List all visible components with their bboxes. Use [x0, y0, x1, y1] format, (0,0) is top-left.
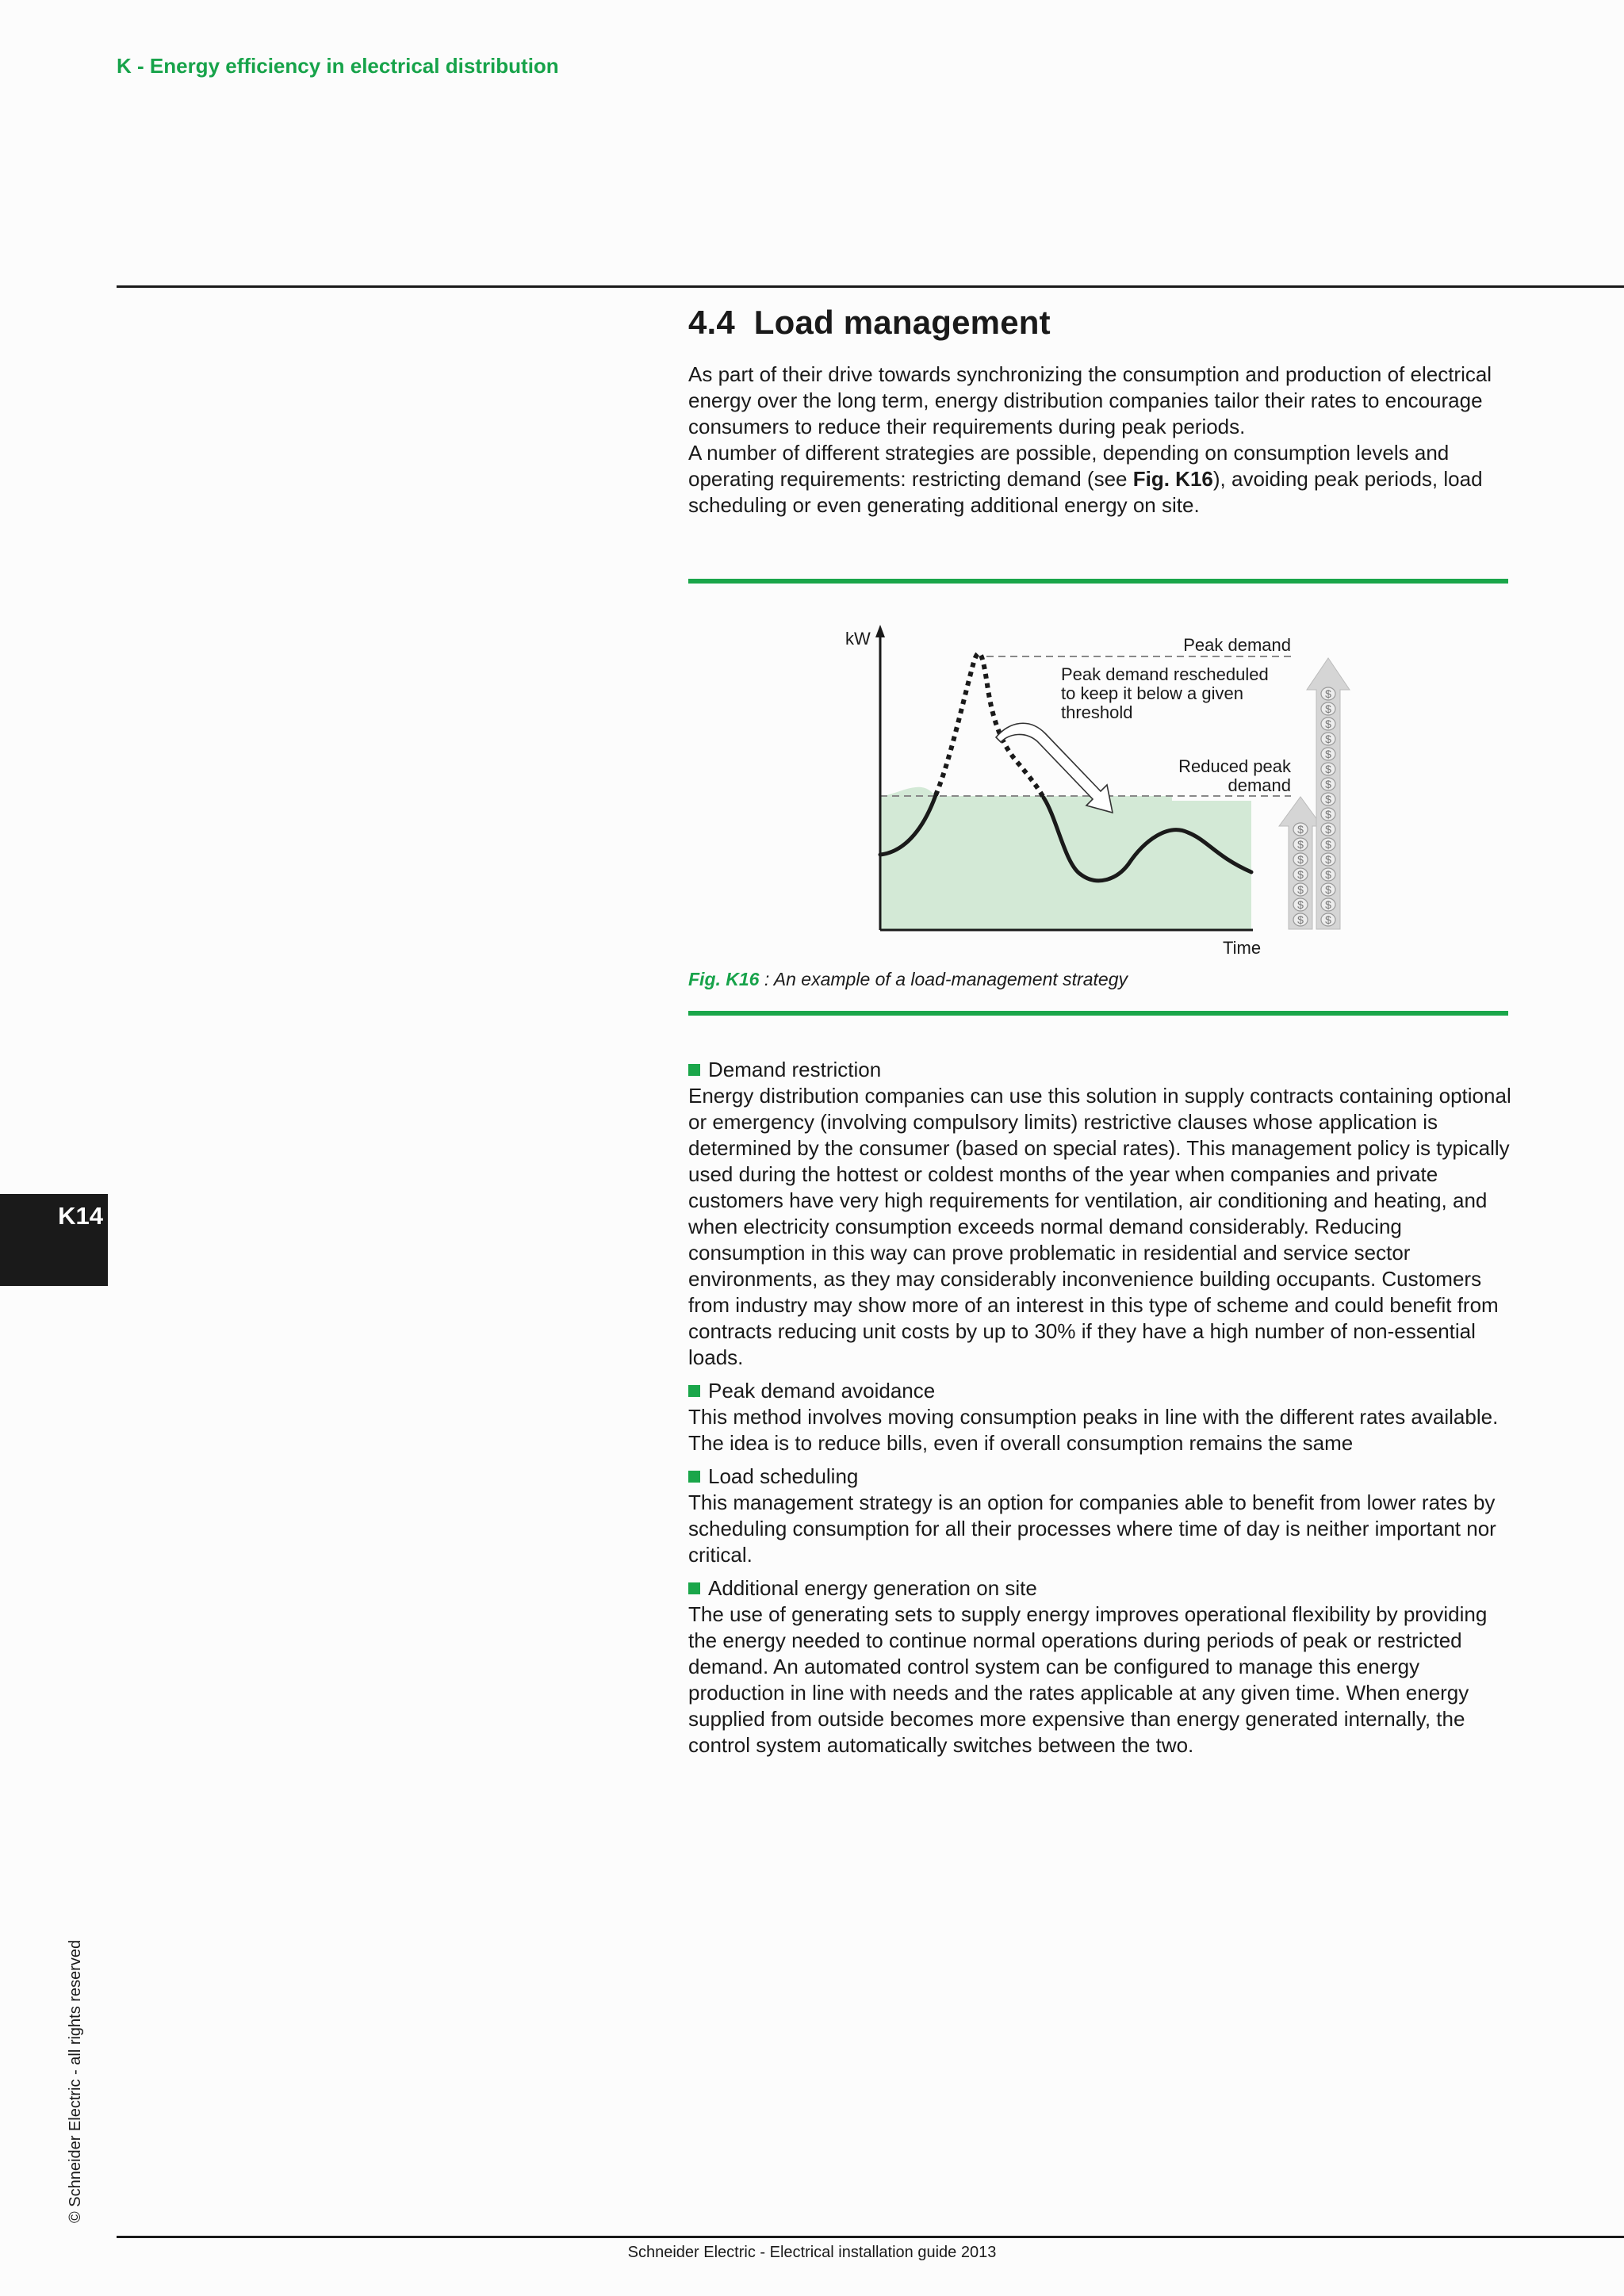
section-title-text: Load management: [753, 304, 1051, 341]
coin-symbol: $: [1325, 778, 1331, 790]
coin-symbol: $: [1297, 868, 1304, 881]
item-body: Energy distribution companies can use this solution in supply contracts containing optional or emergency (involving compulsory limits) restrictive clauses whose application is determined by the consumer (based on special rates). This management policy is typically used during the hottest or coldest months of the year when companies and private customers have very high requirements for ventilation, air conditioning and heating, and when electricity consumption exceeds normal demand considerably. Reducing consumption in this way can prove problematic in residential and service sector environments, as they may considerably inconvenience building occupants. Customers from industry may show more of an interest in this type of scheme and could benefit from contracts reducing unit costs by up to 30% if they have a high number of non-essential loads.: [688, 1084, 1511, 1369]
intro-text: [688, 362, 1513, 519]
figure-reference: Fig. K16: [1132, 467, 1213, 491]
item-heading: Additional energy generation on site: [708, 1576, 1037, 1600]
list-item: [688, 1057, 1513, 1371]
rescheduled-label-line2: to keep it below a given: [1061, 683, 1243, 703]
coin-symbol: $: [1325, 913, 1331, 926]
item-body: This management strategy is an option for companies able to benefit from lower rates by scheduling consumption for all their processes where time of day is neither important nor critical.: [688, 1490, 1496, 1567]
bullet-square-icon: [688, 1471, 700, 1483]
list-item: [688, 1575, 1513, 1758]
top-rule: [117, 285, 1624, 288]
page-tab: [0, 1194, 108, 1286]
item-body: The use of generating sets to supply energy improves operational flexibility by providing the energy needed to continue normal operations during periods of peak or restricted demand. An automated control system can be configured to manage this energy production in line with needs and the rates applicable at any given time. When energy supplied from outside becomes more expensive than energy generated internally, the control system automatically switches between the two.: [688, 1602, 1488, 1757]
coin-symbol: $: [1297, 898, 1304, 911]
list-item: [688, 1464, 1513, 1568]
coin-symbol: $: [1325, 687, 1331, 700]
load-management-figure: [688, 603, 1508, 983]
intro-paragraph-1: As part of their drive towards synchronizing the consumption and production of electrical energy over the long term, energy distribution companies tailor their rates to encourage consumers to reduce their requirements during peak periods.: [688, 362, 1492, 438]
figure-bottom-rule: [688, 1011, 1508, 1016]
coin-symbol: $: [1325, 808, 1331, 821]
y-axis-arrow: [875, 625, 885, 637]
figure-caption: [688, 969, 1128, 990]
y-axis-label: kW: [845, 629, 871, 649]
chapter-title: K - Energy efficiency in electrical distribution: [117, 54, 559, 78]
coin-symbol: $: [1297, 823, 1304, 836]
strategy-list: [688, 1057, 1513, 1766]
coin-symbol: $: [1325, 763, 1331, 775]
coin-symbol: $: [1325, 883, 1331, 896]
list-item: [688, 1378, 1513, 1456]
section-number: 4.4: [688, 304, 735, 341]
coin-symbol: $: [1325, 793, 1331, 806]
copyright-text: © Schneider Electric - all rights reserved: [67, 1939, 84, 2223]
bullet-square-icon: [688, 1385, 700, 1397]
peak-demand-label: Peak demand: [1183, 635, 1291, 655]
section-title: [688, 304, 1513, 342]
coin-symbol: $: [1297, 913, 1304, 926]
coin-symbol: $: [1325, 748, 1331, 760]
item-heading: Load scheduling: [708, 1464, 859, 1488]
rescheduled-label-line3: threshold: [1061, 702, 1133, 722]
coin-symbol: $: [1325, 823, 1331, 836]
coin-symbol: $: [1325, 718, 1331, 730]
footer-text: Schneider Electric - Electrical installation guide 2013: [627, 2244, 997, 2261]
coin-symbol: $: [1297, 838, 1304, 851]
reduced-label-line1: Reduced peak: [1178, 756, 1291, 776]
figure-svg: [688, 603, 1508, 983]
bullet-square-icon: [688, 1064, 700, 1076]
item-heading: Peak demand avoidance: [708, 1379, 936, 1402]
reduced-label-line2: demand: [1228, 775, 1291, 795]
coin-symbol: $: [1325, 853, 1331, 866]
x-axis-label: Time: [1223, 938, 1262, 958]
intro-paragraph-2: [688, 440, 1513, 519]
intro-text-post: ), avoiding peak periods, load scheduling or even generating additional energy on site.: [688, 467, 1483, 517]
bottom-rule: [117, 2236, 1624, 2238]
coin-symbol: $: [1297, 883, 1304, 896]
coin-symbol: $: [1297, 853, 1304, 866]
intro-text-pre: A number of different strategies are possible, depending on consumption levels and operating requirements: restricting demand (see: [688, 441, 1450, 491]
item-heading: Demand restriction: [708, 1058, 882, 1081]
figure-caption-text: : An example of a load-management strategy: [759, 969, 1128, 989]
figure-caption-number: Fig. K16: [688, 969, 760, 989]
item-body: This method involves moving consumption peaks in line with the different rates available. The idea is to reduce bills, even if overall consumption remains the same: [688, 1405, 1499, 1455]
coin-symbol: $: [1325, 733, 1331, 745]
bullet-square-icon: [688, 1582, 700, 1594]
page-tab-label: K14: [58, 1202, 103, 1230]
coin-symbol: $: [1325, 702, 1331, 715]
coin-symbol: $: [1325, 838, 1331, 851]
figure-top-rule: [688, 579, 1508, 584]
coin-symbol: $: [1325, 868, 1331, 881]
coin-symbol: $: [1325, 898, 1331, 911]
rescheduled-label-line1: Peak demand rescheduled: [1061, 664, 1269, 684]
